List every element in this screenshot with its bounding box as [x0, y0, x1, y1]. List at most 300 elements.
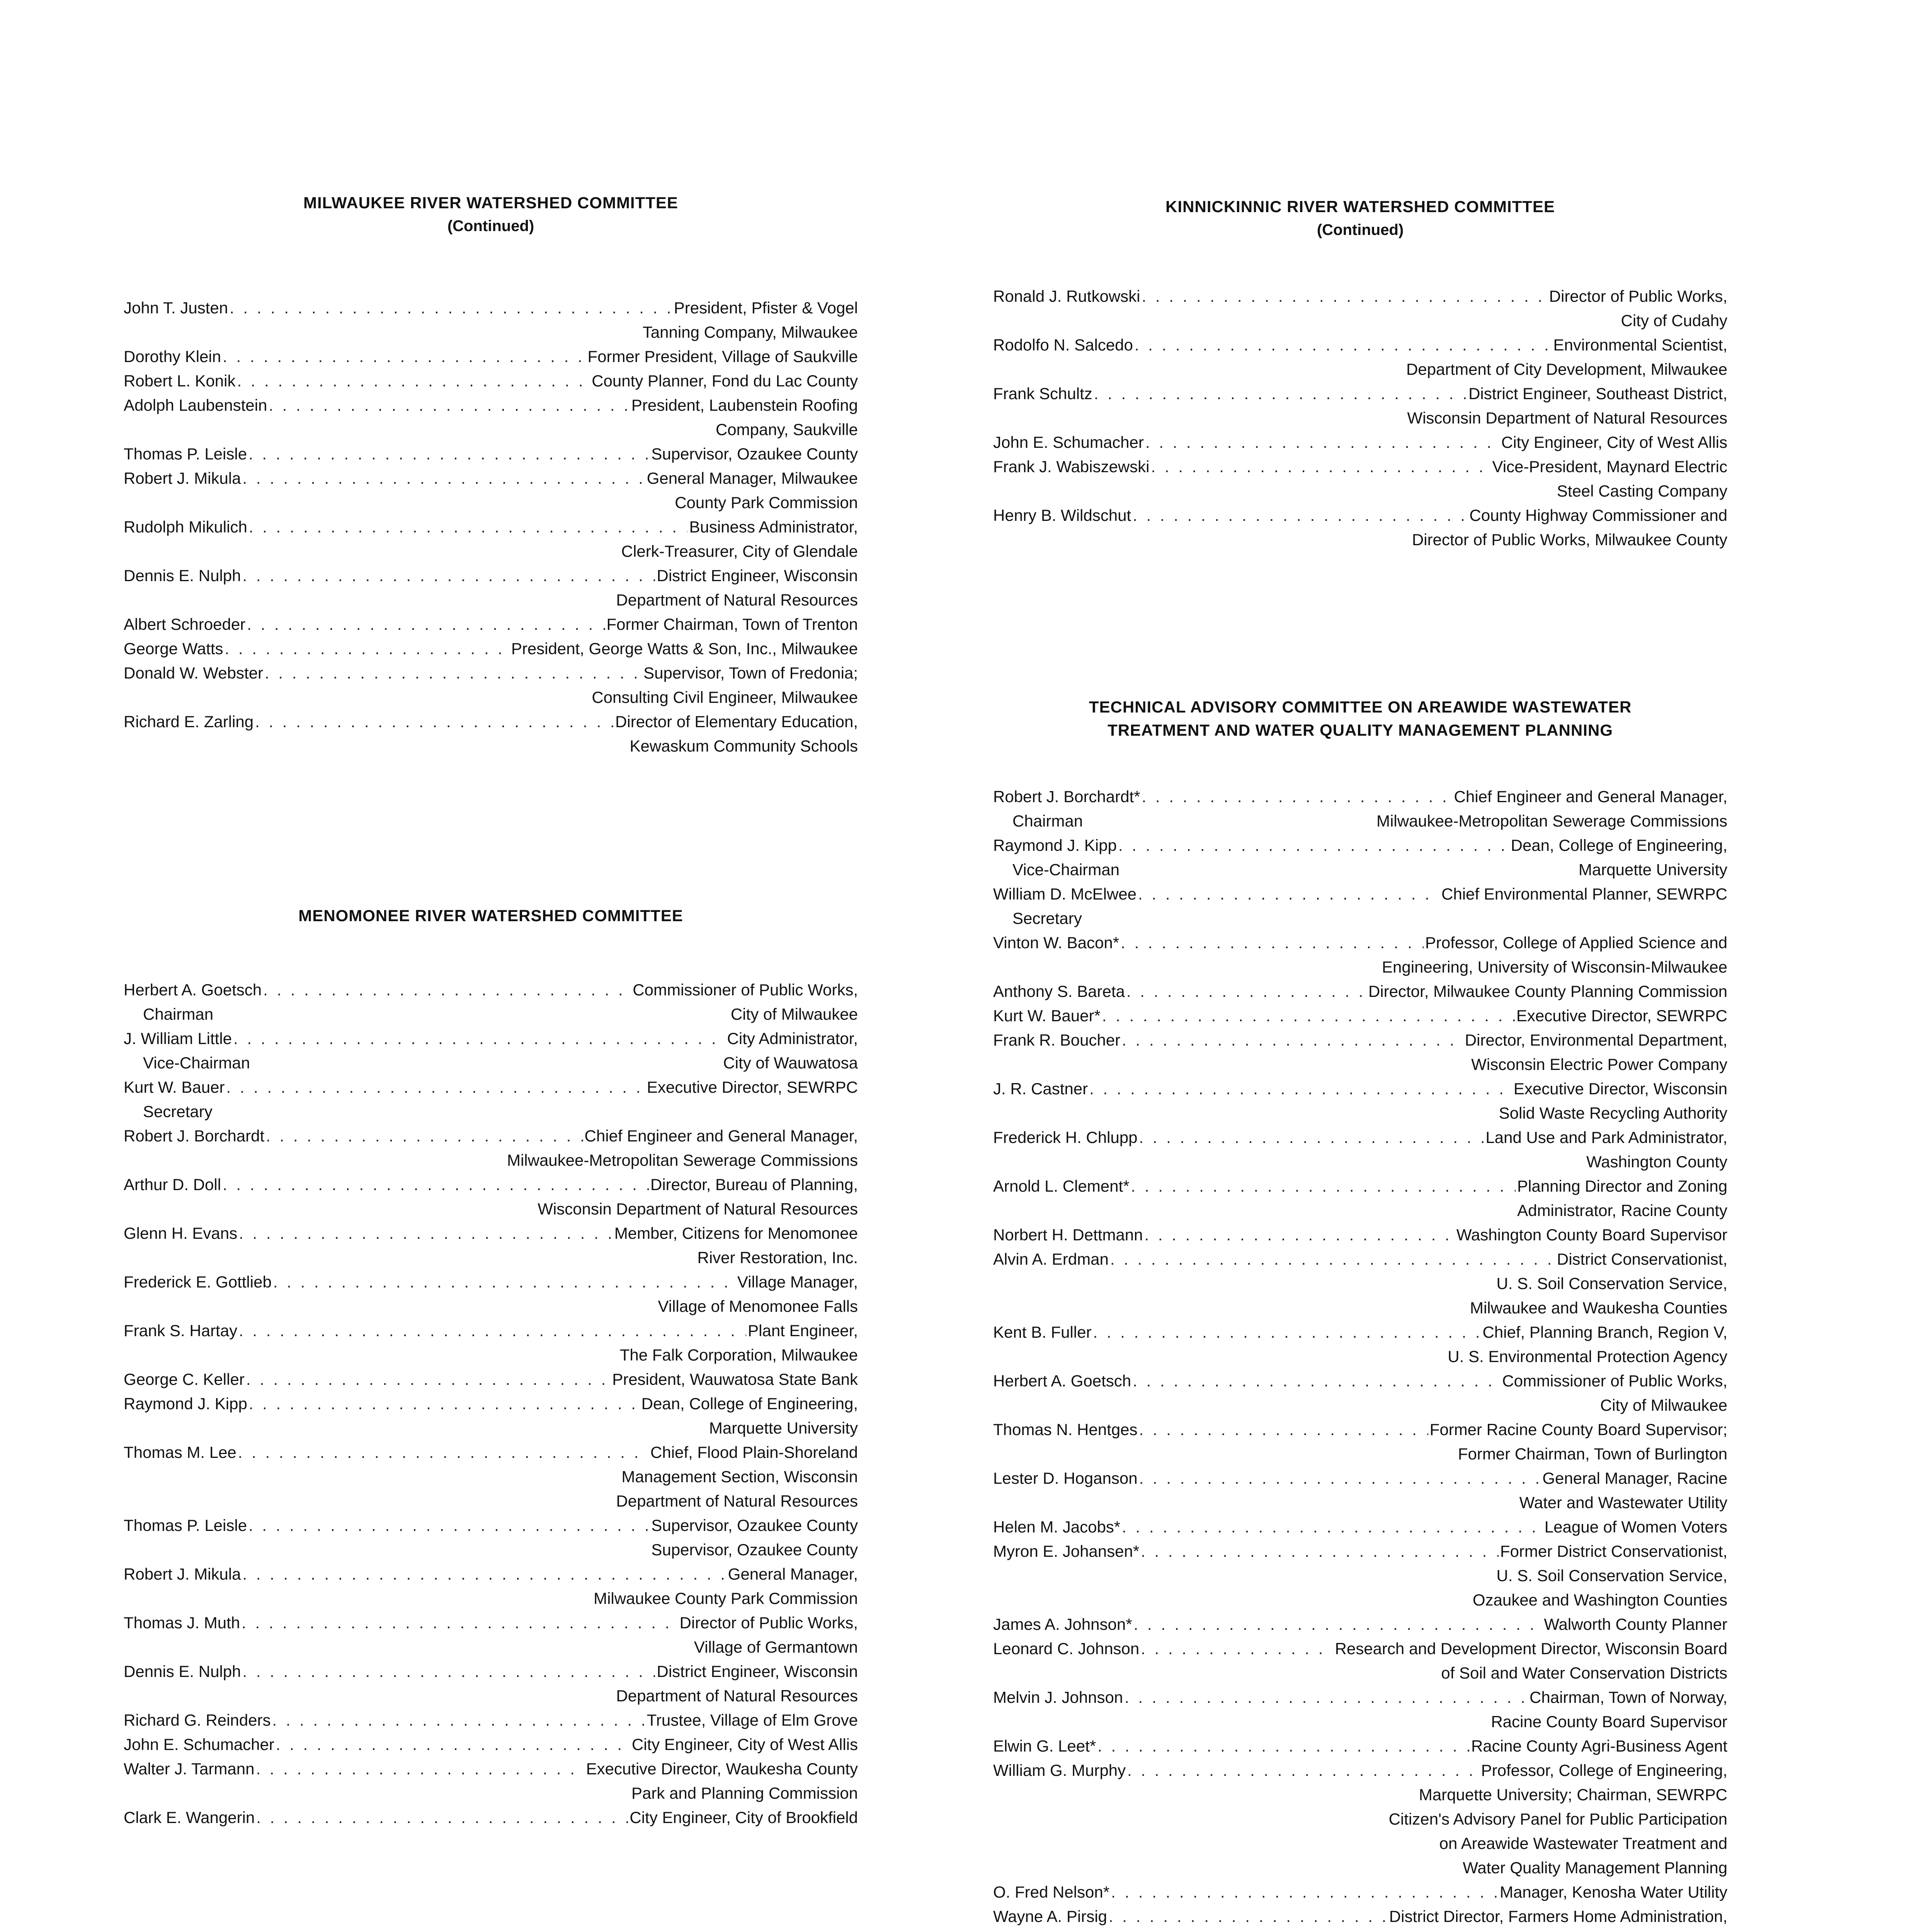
entry-continuation-line — [993, 1490, 1727, 1515]
member-name: Robert J. Borchardt* — [993, 787, 1140, 806]
member-entry — [124, 661, 858, 709]
dot-leader — [1139, 1417, 1428, 1442]
member-position-continued: U. S. Soil Conservation Service, — [1496, 1274, 1727, 1293]
dot-leader — [248, 1513, 650, 1537]
entry-first-line — [993, 1028, 1727, 1052]
member-position-continued: Steel Casting Company — [1557, 482, 1727, 500]
member-entry — [124, 1562, 858, 1611]
member-position-continued: Ozaukee and Washington Counties — [1472, 1591, 1727, 1609]
member-position: Dean, College of Engineering, — [1511, 836, 1727, 854]
entry-first-line — [993, 1223, 1727, 1247]
entry-continuation-line — [993, 1855, 1727, 1880]
entry-continuation-line — [993, 1393, 1727, 1417]
entry-first-line — [993, 784, 1727, 809]
entry-first-line — [124, 1026, 858, 1051]
member-role — [993, 1052, 1012, 1077]
entry-first-line — [124, 369, 858, 393]
member-entry — [993, 503, 1727, 552]
entry-continuation-line — [993, 809, 1727, 833]
member-role — [993, 1563, 1012, 1588]
member-role — [124, 1245, 143, 1270]
menomonee-committee-section — [124, 904, 858, 1830]
member-position-continued: Clerk-Treasurer, City of Glendale — [621, 542, 858, 560]
member-entry — [124, 1367, 858, 1391]
member-position-continued: County Park Commission — [675, 493, 858, 512]
member-position: Chief, Planning Branch, Region V, — [1482, 1323, 1727, 1341]
entry-first-line — [124, 978, 858, 1002]
entry-continuation-line — [124, 1343, 858, 1367]
entry-first-line — [993, 1539, 1727, 1563]
entry-first-line — [993, 1612, 1727, 1636]
member-entry — [993, 1223, 1727, 1247]
dot-leader — [1122, 1515, 1543, 1539]
member-role — [993, 1831, 1012, 1855]
member-position-continued: Wisconsin Department of Natural Resources — [1407, 409, 1727, 427]
member-position-continued: Milwaukee-Metropolitan Sewerage Commissions — [1376, 812, 1727, 830]
entry-first-line — [124, 296, 858, 320]
member-position: District Engineer, Wisconsin — [657, 566, 858, 585]
member-position-continued: City of Cudahy — [1621, 311, 1727, 330]
entry-first-line — [124, 636, 858, 661]
dot-leader — [1093, 1320, 1481, 1344]
member-entry — [124, 1221, 858, 1270]
entry-continuation-line — [993, 1588, 1727, 1612]
entry-continuation-line — [993, 479, 1727, 503]
member-position-continued: Washington County — [1586, 1153, 1727, 1171]
member-entry — [124, 1270, 858, 1318]
entry-first-line — [124, 1562, 858, 1586]
member-name: John E. Schumacher — [993, 433, 1144, 451]
member-position: District Engineer, Wisconsin — [657, 1662, 858, 1680]
member-entry — [124, 1805, 858, 1830]
entry-first-line — [124, 1221, 858, 1245]
entry-continuation-line — [124, 1416, 858, 1440]
member-entry — [124, 1513, 858, 1562]
entry-continuation-line — [124, 734, 858, 758]
dot-leader — [230, 296, 672, 320]
member-entry — [993, 1880, 1727, 1904]
entry-continuation-line — [993, 308, 1727, 333]
member-role: Vice-Chairman — [1012, 861, 1120, 879]
entry-first-line — [993, 1174, 1727, 1198]
member-name: Richard E. Zarling — [124, 713, 254, 731]
dot-leader — [1135, 333, 1552, 357]
member-position-continued: Former Chairman, Town of Burlington — [1458, 1445, 1727, 1463]
member-position: Planning Director and Zoning — [1517, 1177, 1727, 1195]
entry-first-line — [993, 1758, 1727, 1782]
member-entry — [993, 1077, 1727, 1125]
member-role — [993, 1661, 1012, 1685]
member-name: William D. McElwee — [993, 885, 1137, 903]
member-entry — [993, 882, 1727, 930]
member-name: Anthony S. Bareta — [993, 982, 1125, 1000]
dot-leader — [1141, 1636, 1333, 1661]
member-name: Adolph Laubenstein — [124, 396, 267, 414]
entry-first-line — [993, 284, 1727, 308]
member-position-continued: Village of Germantown — [694, 1638, 858, 1656]
member-role — [124, 1586, 143, 1611]
member-position: Professor, College of Engineering, — [1481, 1761, 1727, 1779]
member-entry — [993, 1636, 1727, 1685]
member-role — [124, 1343, 143, 1367]
member-name: William G. Murphy — [993, 1761, 1126, 1779]
member-position-continued: Director of Public Works, Milwaukee County — [1412, 531, 1727, 549]
member-name: Dennis E. Nulph — [124, 1662, 241, 1680]
member-position: City Engineer, City of West Allis — [1501, 433, 1727, 451]
entry-continuation-line — [993, 1150, 1727, 1174]
entry-continuation-line — [124, 1002, 858, 1026]
member-name: Dorothy Klein — [124, 347, 221, 366]
dot-leader — [1094, 381, 1467, 406]
entry-first-line — [124, 442, 858, 466]
dot-leader — [1142, 784, 1453, 809]
member-position-continued: Wisconsin Department of Natural Resources — [538, 1200, 858, 1218]
member-name: Frank J. Wabiszewski — [993, 457, 1150, 476]
member-name: Arnold L. Clement* — [993, 1177, 1130, 1195]
member-name: Helen M. Jacobs* — [993, 1518, 1121, 1536]
member-position: Director of Public Works, — [679, 1614, 858, 1632]
member-role — [124, 1197, 143, 1221]
member-position-continued: Solid Waste Recycling Authority — [1499, 1104, 1727, 1122]
member-entry — [993, 1904, 1727, 1932]
member-name: James A. Johnson* — [993, 1615, 1132, 1633]
member-position-continued: Department of Natural Resources — [616, 591, 858, 609]
member-entry — [124, 1075, 858, 1124]
entry-first-line — [124, 1757, 858, 1781]
dot-leader — [233, 1026, 726, 1051]
member-position: Washington County Board Supervisor — [1456, 1226, 1727, 1244]
member-entry — [993, 1758, 1727, 1880]
member-position: President, Wauwatosa State Bank — [612, 1370, 858, 1388]
member-position: City Engineer, City of West Allis — [631, 1735, 858, 1753]
dot-leader — [1141, 1539, 1499, 1563]
member-position-continued: Village of Menomonee Falls — [658, 1297, 858, 1315]
dot-leader — [243, 563, 655, 588]
member-position: District Engineer, Southeast District, — [1468, 384, 1727, 403]
member-name: J. William Little — [124, 1029, 232, 1048]
dot-leader — [1102, 1003, 1515, 1028]
entry-first-line — [993, 882, 1727, 906]
member-role — [993, 406, 1012, 430]
entry-first-line — [993, 1247, 1727, 1271]
entry-continuation-line — [124, 588, 858, 612]
member-position: Executive Director, Wisconsin — [1513, 1080, 1727, 1098]
member-name: Thomas P. Leisle — [124, 1516, 247, 1534]
member-entry — [993, 284, 1727, 333]
member-entry — [993, 833, 1727, 882]
entry-continuation-line — [124, 685, 858, 709]
entry-continuation-line — [124, 1148, 858, 1172]
dot-leader — [1133, 1369, 1501, 1393]
member-position: Director of Elementary Education, — [615, 713, 858, 731]
member-entry — [124, 709, 858, 758]
entry-first-line — [124, 1270, 858, 1294]
member-name: Thomas J. Muth — [124, 1614, 240, 1632]
member-position: Plant Engineer, — [748, 1321, 858, 1340]
member-position-continued: Engineering, University of Wisconsin-Milwaukee — [1382, 958, 1727, 976]
section-title-line2: TREATMENT AND WATER QUALITY MANAGEMENT PLANNING — [1108, 721, 1613, 739]
member-role — [993, 1782, 1012, 1807]
member-name: Herbert A. Goetsch — [993, 1372, 1131, 1390]
member-role — [993, 1855, 1012, 1880]
entry-first-line — [993, 503, 1727, 527]
entry-first-line — [124, 612, 858, 636]
member-entry — [993, 1369, 1727, 1417]
member-position-continued: Administrator, Racine County — [1517, 1201, 1727, 1219]
member-role — [124, 320, 143, 344]
entry-continuation-line — [993, 527, 1727, 552]
member-name: Robert J. Mikula — [124, 469, 241, 487]
member-name: Alvin A. Erdman — [993, 1250, 1109, 1268]
member-name: Leonard C. Johnson — [993, 1639, 1140, 1658]
member-role — [124, 1148, 143, 1172]
dot-leader — [269, 393, 630, 417]
entry-continuation-line — [124, 1197, 858, 1221]
member-role — [124, 1537, 143, 1562]
member-role — [993, 308, 1012, 333]
entry-continuation-line — [993, 1661, 1727, 1685]
member-position: Former President, Village of Saukville — [587, 347, 858, 366]
member-position: General Manager, Milwaukee — [647, 469, 858, 487]
member-entry — [124, 1391, 858, 1440]
member-role: Secretary — [1012, 909, 1082, 927]
entry-first-line — [993, 1734, 1727, 1758]
member-position: Trustee, Village of Elm Grove — [647, 1711, 858, 1729]
member-role — [993, 1442, 1012, 1466]
member-entry — [993, 1125, 1727, 1174]
member-name: Thomas N. Hentges — [993, 1420, 1138, 1439]
member-position: Director, Milwaukee County Planning Commission — [1368, 982, 1727, 1000]
member-name: Robert J. Borchardt — [124, 1127, 265, 1145]
member-position: Director, Environmental Department, — [1465, 1031, 1727, 1049]
member-position: Village Manager, — [737, 1273, 858, 1291]
entry-continuation-line — [993, 906, 1727, 930]
member-position-continued: Milwaukee and Waukesha Counties — [1470, 1299, 1727, 1317]
member-name: Norbert H. Dettmann — [993, 1226, 1143, 1244]
member-position: Executive Director, Waukesha County — [586, 1760, 858, 1778]
member-position-continued: Milwaukee County Park Commission — [594, 1589, 858, 1607]
member-role — [993, 1101, 1012, 1125]
dot-leader — [1110, 1247, 1555, 1271]
member-entry — [124, 1026, 858, 1075]
member-position: Research and Development Director, Wisconsin Board — [1335, 1639, 1727, 1658]
member-role — [124, 539, 143, 563]
member-position: Chief, Flood Plain-Shoreland — [650, 1443, 858, 1461]
entry-continuation-line — [124, 1051, 858, 1075]
member-name: Robert J. Mikula — [124, 1565, 241, 1583]
entry-first-line — [993, 381, 1727, 406]
member-entry — [124, 563, 858, 612]
member-position-continued: Racine County Board Supervisor — [1491, 1713, 1727, 1731]
member-name: Walter J. Tarmann — [124, 1760, 255, 1778]
member-name: Frank S. Hartay — [124, 1321, 238, 1340]
member-name: Kurt W. Bauer* — [993, 1007, 1101, 1025]
member-name: J. R. Castner — [993, 1080, 1088, 1098]
entry-first-line — [993, 1515, 1727, 1539]
entry-continuation-line — [124, 1781, 858, 1805]
member-name: Kent B. Fuller — [993, 1323, 1092, 1341]
entry-continuation-line — [993, 955, 1727, 979]
member-entry — [124, 369, 858, 393]
member-role: Chairman — [143, 1005, 214, 1023]
entry-first-line — [124, 1805, 858, 1830]
member-position: League of Women Voters — [1544, 1518, 1727, 1536]
entry-first-line — [124, 1391, 858, 1416]
entry-continuation-line — [993, 1052, 1727, 1077]
entry-continuation-line — [993, 1831, 1727, 1855]
entry-continuation-line — [993, 1271, 1727, 1296]
member-position-continued: Citizen's Advisory Panel for Public Participation — [1388, 1810, 1727, 1828]
member-name: Arthur D. Doll — [124, 1175, 221, 1194]
entry-first-line — [993, 1904, 1727, 1929]
entry-continuation-line — [993, 1782, 1727, 1807]
member-role — [124, 734, 143, 758]
member-position-continued: City of Milwaukee — [730, 1005, 858, 1023]
entry-first-line — [124, 393, 858, 417]
dot-leader — [226, 1075, 645, 1099]
member-position: District Director, Farmers Home Administration, — [1389, 1907, 1727, 1925]
member-role — [124, 1464, 143, 1489]
entry-continuation-line — [124, 1635, 858, 1659]
dot-leader — [246, 1367, 611, 1391]
member-entry — [124, 1124, 858, 1172]
member-entry — [993, 430, 1727, 454]
member-name: Donald W. Webster — [124, 664, 264, 682]
milwaukee-committee-section — [124, 191, 858, 758]
member-position: Racine County Agri-Business Agent — [1471, 1737, 1727, 1755]
member-entry — [993, 381, 1727, 430]
member-name: Ronald J. Rutkowski — [993, 287, 1140, 305]
member-position-continued: City of Milwaukee — [1600, 1396, 1727, 1414]
entry-first-line — [993, 454, 1727, 479]
dot-leader — [1138, 882, 1440, 906]
member-position: County Planner, Fond du Lac County — [592, 372, 858, 390]
entry-first-line — [124, 1172, 858, 1197]
entry-continuation-line — [993, 1929, 1727, 1932]
member-position: President, Pfister & Vogel — [674, 299, 858, 317]
dot-leader — [256, 1757, 584, 1781]
dot-leader — [1142, 284, 1547, 308]
member-entry — [124, 515, 858, 563]
member-name: Richard G. Reinders — [124, 1711, 271, 1729]
dot-leader — [225, 636, 510, 661]
member-entry — [993, 1174, 1727, 1223]
dot-leader — [242, 1611, 678, 1635]
member-position: President, George Watts & Son, Inc., Milwaukee — [511, 639, 858, 658]
member-position: Chief Engineer and General Manager, — [1454, 787, 1727, 806]
dot-leader — [249, 515, 688, 539]
entry-continuation-line — [124, 1464, 858, 1489]
member-position: Business Administrator, — [689, 518, 858, 536]
entry-continuation-line — [993, 1198, 1727, 1223]
member-name: Rudolph Mikulich — [124, 518, 247, 536]
member-entry — [993, 784, 1727, 833]
member-role — [124, 1489, 143, 1513]
member-role — [124, 1416, 143, 1440]
member-role — [124, 1684, 143, 1708]
entry-continuation-line — [124, 320, 858, 344]
entry-continuation-line — [124, 1294, 858, 1318]
member-position-continued: Marquette University; Chairman, SEWRPC — [1419, 1786, 1727, 1804]
member-entry — [993, 454, 1727, 503]
member-role: Chairman — [1012, 812, 1083, 830]
dot-leader — [1122, 1028, 1463, 1052]
member-role — [993, 1296, 1012, 1320]
member-position: Member, Citizens for Menomonee — [614, 1224, 858, 1242]
member-position-continued: Department of City Development, Milwaukee — [1406, 360, 1727, 378]
member-position-continued: Consulting Civil Engineer, Milwaukee — [592, 688, 858, 706]
dot-leader — [247, 612, 605, 636]
entry-continuation-line — [993, 857, 1727, 882]
member-position: Executive Director, SEWRPC — [647, 1078, 858, 1096]
member-name: Frank Schultz — [993, 384, 1092, 403]
member-position: Chairman, Town of Norway, — [1530, 1688, 1727, 1706]
member-list — [993, 284, 1727, 552]
member-list — [993, 784, 1727, 1932]
member-role — [993, 527, 1012, 552]
member-position: Vice-President, Maynard Electric — [1492, 457, 1727, 476]
member-name: Kurt W. Bauer — [124, 1078, 225, 1096]
member-name: Robert L. Konik — [124, 372, 236, 390]
member-entry — [124, 1611, 858, 1659]
member-position-continued: The Falk Corporation, Milwaukee — [619, 1346, 858, 1364]
member-entry — [124, 978, 858, 1026]
member-position: President, Laubenstein Roofing — [631, 396, 858, 414]
section-title: MILWAUKEE RIVER WATERSHED COMMITTEE — [303, 194, 678, 212]
member-role — [993, 357, 1012, 381]
member-position-continued: of Soil and Water Conservation Districts — [1441, 1664, 1727, 1682]
member-entry — [124, 466, 858, 515]
member-position-continued: on Areawide Wastewater Treatment and — [1439, 1834, 1727, 1852]
member-position: Environmental Scientist, — [1553, 336, 1727, 354]
dot-leader — [242, 466, 645, 490]
member-entry — [993, 1515, 1727, 1539]
entry-first-line — [993, 1320, 1727, 1344]
entry-first-line — [993, 1003, 1727, 1028]
member-name: Frederick H. Chlupp — [993, 1128, 1138, 1146]
section-title: KINNICKINNIC RIVER WATERSHED COMMITTEE — [1165, 197, 1555, 216]
member-role — [993, 1271, 1012, 1296]
member-entry — [993, 979, 1727, 1003]
entry-continuation-line — [124, 490, 858, 515]
member-position: Chief Environmental Planner, SEWRPC — [1441, 885, 1727, 903]
member-position-continued: Department of Natural Resources — [616, 1492, 858, 1510]
entry-continuation-line — [993, 1709, 1727, 1734]
entry-continuation-line — [124, 1684, 858, 1708]
dot-leader — [273, 1270, 736, 1294]
member-position-continued: Wisconsin Electric Power Company — [1471, 1055, 1727, 1073]
kinnickinnic-continued-section — [993, 195, 1727, 552]
member-role: Secretary — [143, 1102, 213, 1121]
dot-leader — [1126, 979, 1367, 1003]
entry-first-line — [993, 1125, 1727, 1150]
member-role — [124, 417, 143, 442]
entry-continuation-line — [124, 1245, 858, 1270]
member-entry — [993, 1003, 1727, 1028]
dot-leader — [1133, 503, 1468, 527]
entry-first-line — [124, 466, 858, 490]
member-entry — [124, 636, 858, 661]
member-position: Dean, College of Engineering, — [641, 1395, 858, 1413]
member-position-continued: City of Wauwatosa — [723, 1054, 858, 1072]
dot-leader — [1131, 1174, 1516, 1198]
member-position: Walworth County Planner — [1544, 1615, 1727, 1633]
entry-continuation-line — [993, 1807, 1727, 1831]
dot-leader — [223, 1172, 649, 1197]
entry-continuation-line — [124, 417, 858, 442]
dot-leader — [1151, 454, 1491, 479]
member-name: Albert Schroeder — [124, 615, 246, 633]
